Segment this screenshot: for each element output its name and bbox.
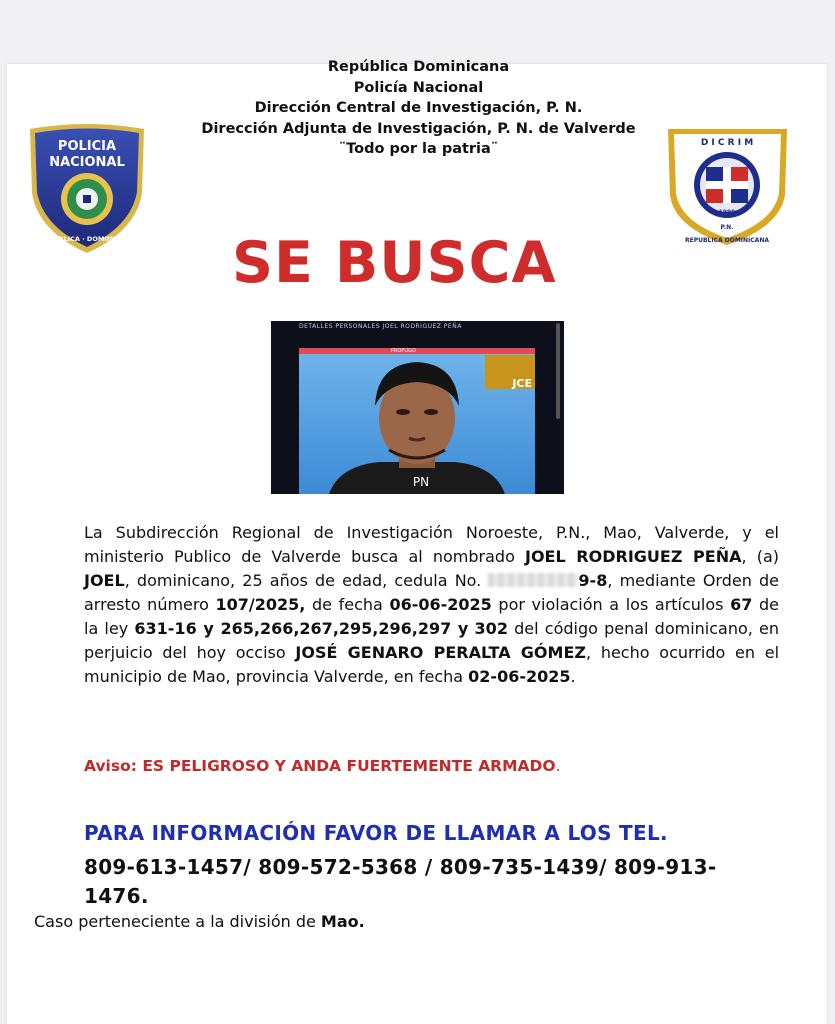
division-name: Mao. bbox=[320, 912, 365, 931]
body-text-9: , hecho ocurrido en el municipio de Mao, provincia Valverde, en fecha bbox=[84, 643, 780, 686]
header-police: Policía Nacional bbox=[353, 79, 484, 96]
body-text-10: . bbox=[570, 667, 576, 686]
svg-text:P.N.: P.N. bbox=[720, 224, 734, 231]
suspect-photo-card bbox=[271, 321, 564, 494]
header-country: República Dominicana bbox=[327, 59, 510, 75]
body-text-2: , (a) bbox=[741, 547, 779, 566]
cedula-end: 9-8 bbox=[578, 571, 608, 590]
header-direction: Dirección Central de Investigación, P. N. bbox=[254, 100, 583, 116]
svg-text:REPUBLICA · DOMINICANA: REPUBLICA · DOMINICANA bbox=[39, 235, 135, 243]
warning-period: . bbox=[555, 757, 561, 775]
svg-text:NACIONAL: NACIONAL bbox=[49, 155, 125, 170]
body-text-8: del código penal dominicano, en perjuicio del hoy occiso bbox=[84, 619, 780, 662]
suspect-name: JOEL RODRIGUEZ PEÑA bbox=[525, 547, 742, 566]
order-date: 06-06-2025 bbox=[389, 595, 492, 614]
svg-text:1999: 1999 bbox=[718, 209, 736, 216]
body-text-6: por violación a los artículos bbox=[491, 595, 731, 614]
contact-phones: 809-613-1457/ 809-572-5368 / 809-735-1439/ 809-913-1476. bbox=[84, 855, 717, 908]
pn-tag: PN bbox=[399, 473, 443, 491]
warning-notice bbox=[84, 757, 561, 775]
body-text-4: , mediante Orden de arresto número bbox=[84, 571, 780, 614]
photo-header-text: DETALLES PERSONALES JOEL RODRIGUEZ PEÑA bbox=[299, 323, 462, 330]
redacted-cedula bbox=[488, 573, 578, 587]
suspect-alias: JOEL bbox=[84, 571, 125, 590]
svg-text:D I C R I M: D I C R I M bbox=[700, 138, 754, 148]
body-text-3: , dominicano, 25 años de edad, cedula No. bbox=[124, 571, 489, 590]
case-text: Caso perteneciente a la división de bbox=[34, 912, 321, 931]
incident-date: 02-06-2025 bbox=[468, 667, 571, 686]
wanted-description bbox=[84, 521, 779, 689]
dicrim-logo bbox=[664, 123, 791, 247]
warning-text: Aviso: ES PELIGROSO Y ANDA FUERTEMENTE ARMADO bbox=[84, 757, 556, 775]
law-articles: 631-16 y 265,266,267,295,296,297 y bbox=[134, 619, 469, 638]
article-number: 67 bbox=[730, 595, 753, 614]
header-adjunct-direction: Dirección Adjunta de Investigación, P. N. de Valverde bbox=[201, 120, 636, 137]
penal-article: 302 bbox=[474, 619, 508, 638]
body-text-5: de fecha bbox=[305, 595, 390, 614]
jce-badge: JCE bbox=[485, 355, 535, 389]
body-intro: La Subdirección Regional de Investigación Noroeste, P.N., Mao, Valverde, y el ministerio Publico de Valverde busca al nombrado bbox=[84, 523, 779, 566]
arrest-order-number: 107/2025, bbox=[215, 595, 306, 614]
photo-status-label: PROFUGO bbox=[391, 348, 416, 354]
svg-text:POLICIA: POLICIA bbox=[57, 139, 117, 154]
body-text-7: de la ley bbox=[84, 595, 779, 638]
contact-heading: PARA INFORMACIÓN FAVOR DE LLAMAR A LOS TEL. bbox=[84, 821, 668, 845]
policia-nacional-logo bbox=[24, 123, 150, 256]
se-busca-title: SE BUSCA bbox=[232, 230, 557, 296]
header-motto: ¨Todo por la patria¨ bbox=[338, 141, 499, 157]
svg-text:REPUBLICA DOMINICANA: REPUBLICA DOMINICANA bbox=[684, 237, 770, 244]
case-division bbox=[34, 912, 365, 931]
victim-name: JOSÉ GENARO PERALTA GÓMEZ bbox=[295, 643, 586, 662]
photo-scrollbar bbox=[556, 323, 560, 419]
